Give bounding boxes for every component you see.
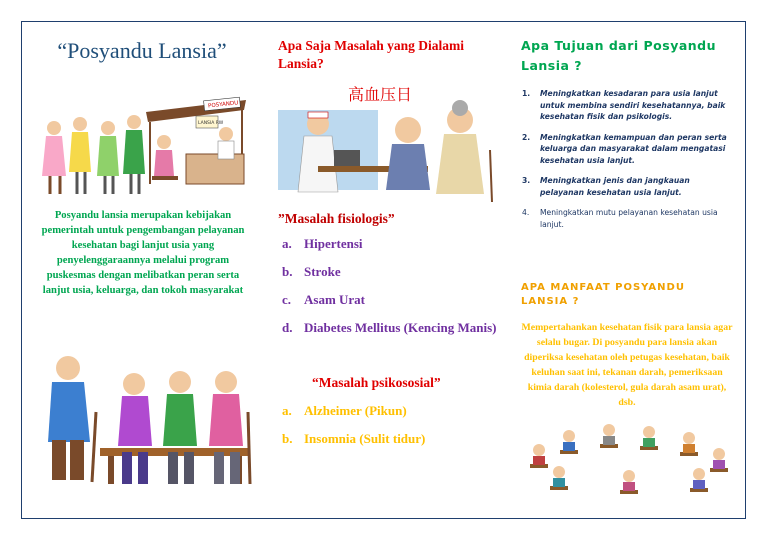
list-item: a. Alzheimer (Pikun) — [282, 403, 407, 418]
list-item: 3. Meningkatkan jenis dan jangkauan pelayanan kesehatan usia lanjut. — [522, 176, 690, 197]
list-item: 1. Meningkatkan kesadaran para usia lanjut untuk membina sendiri kesehatannya, baik kesehatan fisik dan psikologis. — [522, 89, 726, 121]
masalah-title: Apa Saja Masalah yang Dialami Lansia? — [278, 38, 465, 71]
list-item: c. Asam Urat — [282, 292, 366, 307]
list-item: 4. Meningkatkan mutu pelayanan kesehatan usia lanjut. — [522, 208, 718, 229]
posyandu-illustration — [36, 84, 250, 202]
svg-text:高血压日: 高血压日 — [348, 85, 413, 104]
list-item: b. Insomnia (Sulit tidur) — [282, 431, 426, 446]
blood-pressure-illustration — [278, 80, 498, 204]
svg-text:POSYANDU: POSYANDU — [207, 100, 239, 110]
group-discussion-illustration — [520, 420, 736, 500]
list-item: 2. Meningkatkan kemampuan dan peran serta keluarga dan masyarakat dalam mengatasi kesehatan usia lanjut. — [522, 132, 727, 165]
psychosocial-list — [282, 403, 508, 459]
benefit-description: Mempertahankan kesehatan fisik para lansia agar selalu bugar. Di posyandu para lansia akan diperiksa kesehatan oleh petugas kesehatan, baik keluhan saat ini, tekanan darah, pemeriksaan kimia darah (kolesterol, gula darah asam urat), dsb. — [521, 322, 733, 408]
column-posyandu — [22, 22, 262, 521]
psychosocial-heading: “Masalah psikososial” — [312, 375, 441, 390]
list-item: b. Stroke — [282, 264, 341, 279]
brochure-title: “Posyandu Lansia” — [57, 38, 227, 63]
elderly-group-illustration — [30, 352, 256, 492]
column-tujuan — [512, 22, 744, 521]
physiological-list — [282, 236, 508, 348]
svg-text:LANSIA RW: LANSIA RW — [198, 121, 224, 126]
list-item: a. Hipertensi — [282, 236, 363, 251]
column-masalah — [268, 22, 510, 521]
posyandu-description: Posyandu lansia merupakan kebijakan pemerintah untuk pengembangan pelayanan kesehatan bagi lanjut usia yang penyelenggaraannya melalui program puskesmas dengan melibatkan peran serta lanjut usia, keluarga, dan tokoh masyarakat — [41, 210, 245, 296]
list-item: d. Diabetes Mellitus (Kencing Manis) — [282, 320, 497, 335]
tujuan-title: Apa Tujuan dari Posyandu Lansia ? — [521, 38, 717, 73]
physiological-heading: ”Masalah fisiologis” — [278, 211, 395, 226]
goals-list — [522, 88, 734, 239]
benefit-heading: APA MANFAAT POSYANDU LANSIA ? — [521, 282, 685, 307]
